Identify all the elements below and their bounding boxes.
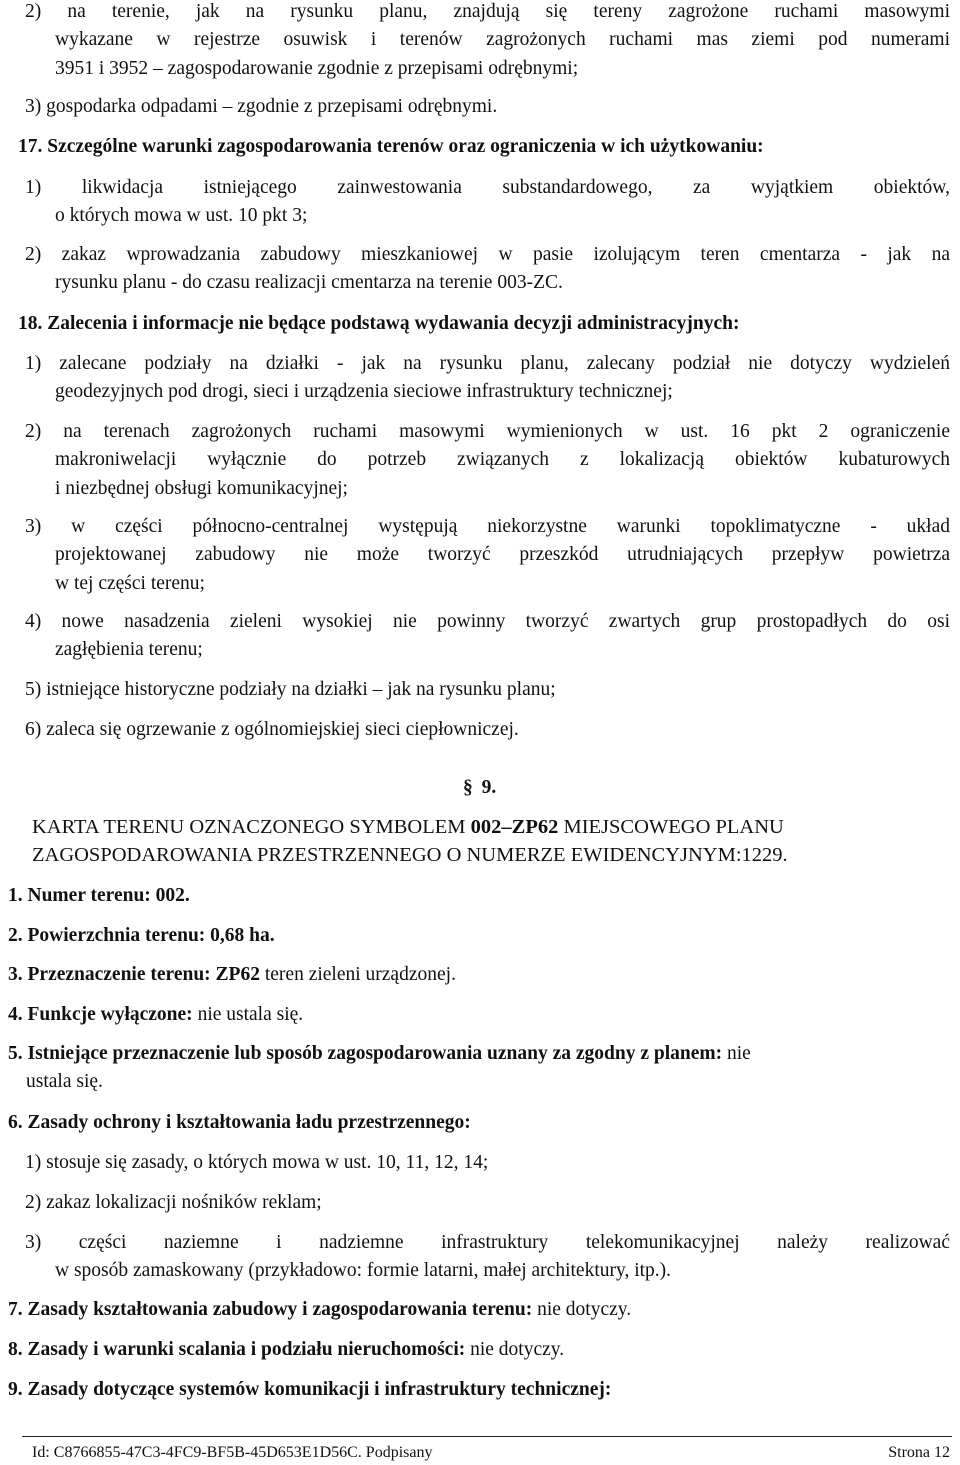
text-line: 6) zaleca się ogrzewanie z ogólnomiejskiej sieci ciepłowniczej. [25,719,519,740]
text-line: i niezbędnej obsługi komunikacyjnej; [55,478,348,499]
sub-item: 3) części naziemne i nadziemne infrastruktury telekomunikacyjnej należy realizować [25,1232,950,1253]
text-line: 2) zakaz wprowadzania zabudowy mieszkaniowej w pasie izolującym teren cmentarza - jak na [25,244,950,265]
item-label: 3. Przeznaczenie terenu: ZP62 [8,964,260,985]
sub-item-continuation: w sposób zamaskowany (przykładowo: formie latarni, małej architektury, itp.). [55,1260,672,1281]
footer-page-number: Strona 12 [888,1444,950,1461]
item-value: nie dotyczy. [465,1339,565,1360]
text-line: 2) na terenach zagrożonych ruchami masowymi wymienionych w ust. 16 pkt 2 ograniczenie [25,421,950,442]
text-line: 3) gospodarka odpadami – zgodnie z przepisami odrębnymi. [25,96,498,117]
item-value: nie dotyczy. [532,1299,632,1320]
text-line: rysunku planu - do czasu realizacji cmentarza na terenie 003-ZC. [55,272,563,293]
item-6 [8,1111,471,1135]
item-label: 6. Zasady ochrony i kształtowania ładu przestrzennego: [8,1112,471,1133]
sub-item: 2) zakaz lokalizacji nośników reklam; [25,1192,322,1213]
item-7 [8,1298,631,1322]
text-line: 4) nowe nasadzenia zieleni wysokiej nie powinny tworzyć zwartych grup prostopadłych do osi [25,611,950,632]
sub-item: 1) stosuje się zasady, o których mowa w ust. 10, 11, 12, 14; [25,1152,489,1173]
card-title-text: KARTA TERENU OZNACZONEGO SYMBOLEM [32,816,471,838]
item-1 [8,884,190,908]
footer-document-id: Id: C8766855-47C3-4FC9-BF5B-45D653E1D56C. Podpisany [32,1444,433,1461]
item-9 [8,1378,611,1402]
card-symbol: 002–ZP62 [470,816,559,838]
item-4 [8,1003,303,1027]
text-line: 5) istniejące historyczne podziały na działki – jak na rysunku planu; [25,679,556,700]
item-2 [8,924,275,948]
text-line: 3951 i 3952 – zagospodarowanie zgodnie z przepisami odrębnymi; [55,58,579,79]
text-line: w tej części terenu; [55,573,205,594]
item-label: 9. Zasady dotyczące systemów komunikacji i infrastruktury technicznej: [8,1379,612,1400]
section-heading: 17. Szczególne warunki zagospodarowania terenów oraz ograniczenia w ich użytkowaniu: [18,136,764,157]
paragraph-number [463,776,496,800]
item-value: nie [722,1043,751,1064]
card-title-line-2: ZAGOSPODAROWANIA PRZESTRZENNEGO O NUMERZE EWIDENCYJNYM:1229. [32,844,788,866]
text-line: 1) zalecane podziały na działki - jak na rysunku planu, zalecany podział nie dotyczy wydzieleń [25,353,950,374]
text-line: 1) likwidacja istniejącego zainwestowania substandardowego, za wyjątkiem obiektów, [25,177,950,198]
card-title-line-1 [32,815,784,839]
text-line: projektowanej zabudowy nie może tworzyć przeszkód utrudniających przepływ powietrza [55,544,950,565]
item-label: 4. Funkcje wyłączone: [8,1004,193,1025]
item-5-continuation: ustala się. [26,1071,103,1092]
card-title-text: MIEJSCOWEGO PLANU [558,816,784,838]
item-value: nie ustala się. [192,1004,304,1025]
item-8 [8,1338,564,1362]
item-3 [8,963,456,987]
item-label: 1. Numer terenu: 002. [8,885,190,906]
item-value: teren zieleni urządzonej. [259,964,456,985]
text-line: geodezyjnych pod drogi, sieci i urządzenia sieciowe infrastruktury technicznej; [55,381,673,402]
item-5 [8,1042,751,1066]
item-label: 7. Zasady kształtowania zabudowy i zagospodarowania terenu: [8,1299,533,1320]
text-line: makroniwelacji wyłącznie do potrzeb związanych z lokalizacją obiektów kubaturowych [55,449,950,470]
section-number: 9. [481,777,497,798]
item-label: 5. Istniejące przeznaczenie lub sposób zagospodarowania uznany za zgodny z planem: [8,1043,723,1064]
section-sign: § [463,777,473,798]
footer-divider [22,1436,952,1437]
text-line: 3) w części północno-centralnej występują niekorzystne warunki topoklimatyczne - układ [25,516,950,537]
text-line: o których mowa w ust. 10 pkt 3; [55,205,308,226]
item-label: 8. Zasady i warunki scalania i podziału nieruchomości: [8,1339,466,1360]
section-heading: 18. Zalecenia i informacje nie będące podstawą wydawania decyzji administracyjnych: [18,313,740,334]
text-line: zagłębienia terenu; [55,639,203,660]
item-label: 2. Powierzchnia terenu: 0,68 ha. [8,925,275,946]
text-line: 2) na terenie, jak na rysunku planu, znajdują się tereny zagrożone ruchami masowymi [25,1,950,22]
text-line: wykazane w rejestrze osuwisk i terenów zagrożonych ruchami mas ziemi pod numerami [55,29,950,50]
